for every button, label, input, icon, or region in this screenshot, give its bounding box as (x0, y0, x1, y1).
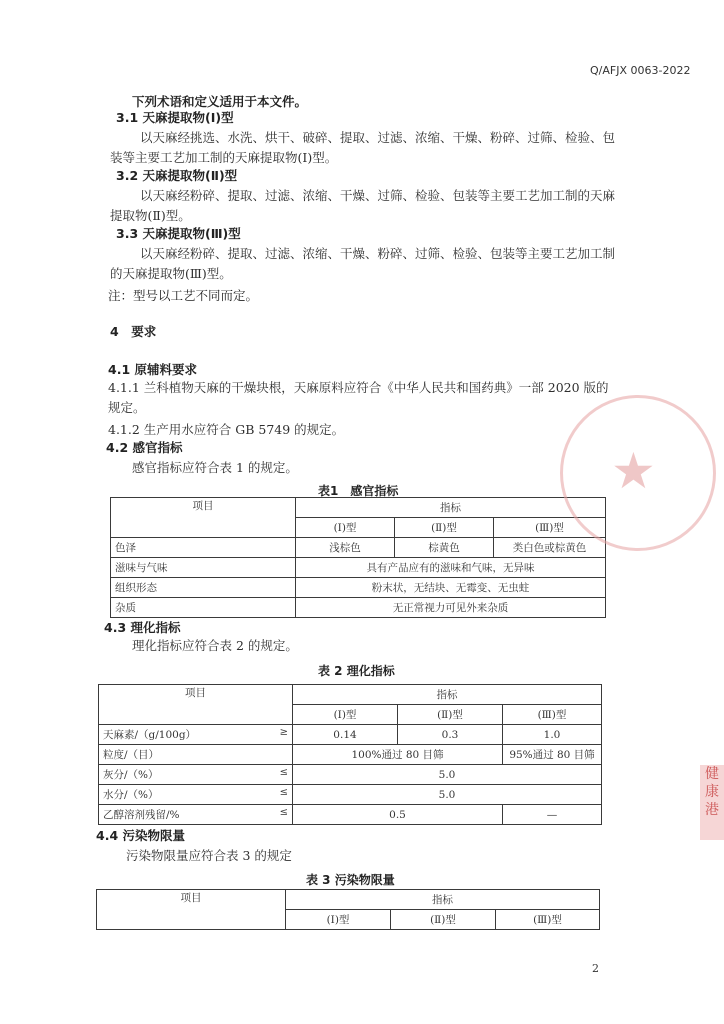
section-3-3-line-1: 以天麻经粉碎、提取、过滤、浓缩、干燥、粉碎、过筛、检验、包装等主要工艺加工制 (140, 246, 616, 261)
cell-value: 5.0 (293, 765, 602, 785)
physicochemical-table (98, 684, 602, 825)
section-4-1-1-line-1: 4.1.1 兰科植物天麻的干燥块根，天麻原料应符合《中华人民共和国药典》一部 2020 版的 (108, 380, 609, 395)
row-item: 乙醇溶剂残留/% (103, 809, 180, 821)
section-4-2-text: 感官指标应符合表 1 的规定。 (132, 460, 298, 475)
intro-text: 下列术语和定义适用于本文件。 (132, 94, 308, 109)
table-header-row (111, 498, 606, 518)
row-item: 组织形态 (111, 578, 296, 598)
cell-value: 棕黄色 (395, 538, 494, 558)
col-item-header: 项目 (111, 498, 296, 538)
section-4-1-2: 4.1.2 生产用水应符合 GB 5749 的规定。 (108, 422, 345, 437)
comparison-symbol: ≤ (279, 787, 288, 798)
row-item: 天麻素/（g/100g） (103, 729, 197, 741)
section-4-3-title: 4.3 理化指标 (104, 620, 181, 635)
contaminant-table (96, 889, 600, 930)
row-item: 粒度/（目） (103, 749, 160, 761)
col-index-header: 指标 (286, 890, 600, 910)
table-row (111, 538, 606, 558)
type-3-header: (Ⅲ)型 (496, 910, 600, 930)
section-4-3-text: 理化指标应符合表 2 的规定。 (132, 638, 298, 653)
row-item: 滋味与气味 (111, 558, 296, 578)
row-item: 色泽 (111, 538, 296, 558)
table-header-row (97, 890, 600, 910)
section-3-3-line-2: 的天麻提取物(Ⅲ)型。 (110, 266, 232, 281)
table-row (99, 725, 602, 745)
cell-value: 5.0 (293, 785, 602, 805)
section-3-2-line-1: 以天麻经粉碎、提取、过滤、浓缩、干燥、过筛、检验、包装等主要工艺加工制的天麻 (140, 188, 616, 203)
type-1-header: (Ⅰ)型 (286, 910, 391, 930)
type-2-header: (Ⅱ)型 (395, 518, 494, 538)
table-1-caption: 表1 感官指标 (318, 484, 399, 498)
cell-value: 1.0 (503, 725, 602, 745)
page-number: 2 (592, 962, 599, 975)
document-code: Q/AFJX 0063-2022 (590, 64, 691, 77)
section-3-2-title: 3.2 天麻提取物(Ⅱ)型 (116, 168, 238, 183)
table-row (99, 805, 602, 825)
table-header-row (99, 685, 602, 705)
section-4-title: 4 要求 (110, 324, 157, 339)
cell-value: — (503, 805, 602, 825)
section-3-1-line-2: 装等主要工艺加工制的天麻提取物(Ⅰ)型。 (110, 150, 338, 165)
col-index-header: 指标 (293, 685, 602, 705)
comparison-symbol: ≤ (279, 807, 288, 818)
note: 注：型号以工艺不同而定。 (108, 288, 259, 303)
section-4-2-title: 4.2 感官指标 (106, 440, 183, 455)
type-2-header: (Ⅱ)型 (391, 910, 496, 930)
comparison-symbol: ≤ (279, 767, 288, 778)
table-row (111, 598, 606, 618)
cell-value: 0.14 (293, 725, 398, 745)
type-1-header: (Ⅰ)型 (293, 705, 398, 725)
type-2-header: (Ⅱ)型 (398, 705, 503, 725)
section-3-2-line-2: 提取物(Ⅱ)型。 (110, 208, 191, 223)
table-row (99, 745, 602, 765)
type-3-header: (Ⅲ)型 (503, 705, 602, 725)
table-row (99, 785, 602, 805)
cell-value: 类白色或棕黄色 (494, 538, 606, 558)
row-item: 杂质 (111, 598, 296, 618)
seal-star-icon: ★ (611, 442, 656, 500)
type-3-header: (Ⅲ)型 (494, 518, 606, 538)
section-4-1-1-line-2: 规定。 (108, 400, 146, 415)
cell-value: 95%通过 80 目筛 (503, 745, 602, 765)
row-item: 水分/（%） (103, 789, 159, 801)
type-1-header: (Ⅰ)型 (296, 518, 395, 538)
table-row (111, 558, 606, 578)
table-3-caption: 表 3 污染物限量 (306, 873, 395, 887)
cell-value: 无正常视力可见外来杂质 (296, 598, 606, 618)
comparison-symbol: ≥ (279, 727, 288, 738)
row-item: 灰分/（%） (103, 769, 159, 781)
cell-value: 100%通过 80 目筛 (293, 745, 503, 765)
company-seal (560, 395, 716, 551)
col-item-header: 项目 (99, 685, 293, 725)
col-item-header: 项目 (97, 890, 286, 930)
section-4-1-title: 4.1 原辅料要求 (108, 362, 197, 377)
table-row (111, 578, 606, 598)
cell-value: 浅棕色 (296, 538, 395, 558)
section-3-1-line-1: 以天麻经挑选、水洗、烘干、破碎、提取、过滤、浓缩、干燥、粉碎、过筛、检验、包 (140, 130, 616, 145)
table-2-caption: 表 2 理化指标 (318, 664, 395, 678)
col-index-header: 指标 (296, 498, 606, 518)
table-row (99, 765, 602, 785)
section-3-3-title: 3.3 天麻提取物(Ⅲ)型 (116, 226, 241, 241)
section-4-4-title: 4.4 污染物限量 (96, 828, 185, 843)
section-4-4-text: 污染物限量应符合表 3 的规定 (126, 848, 292, 863)
cell-value: 具有产品应有的滋味和气味，无异味 (296, 558, 606, 578)
cell-value: 0.5 (293, 805, 503, 825)
cell-value: 粉末状，无结块、无霉变、无虫蛀 (296, 578, 606, 598)
cell-value: 0.3 (398, 725, 503, 745)
section-3-1-title: 3.1 天麻提取物(Ⅰ)型 (116, 110, 234, 125)
sensory-table (110, 497, 606, 618)
side-stamp: 健康港 (700, 765, 724, 840)
